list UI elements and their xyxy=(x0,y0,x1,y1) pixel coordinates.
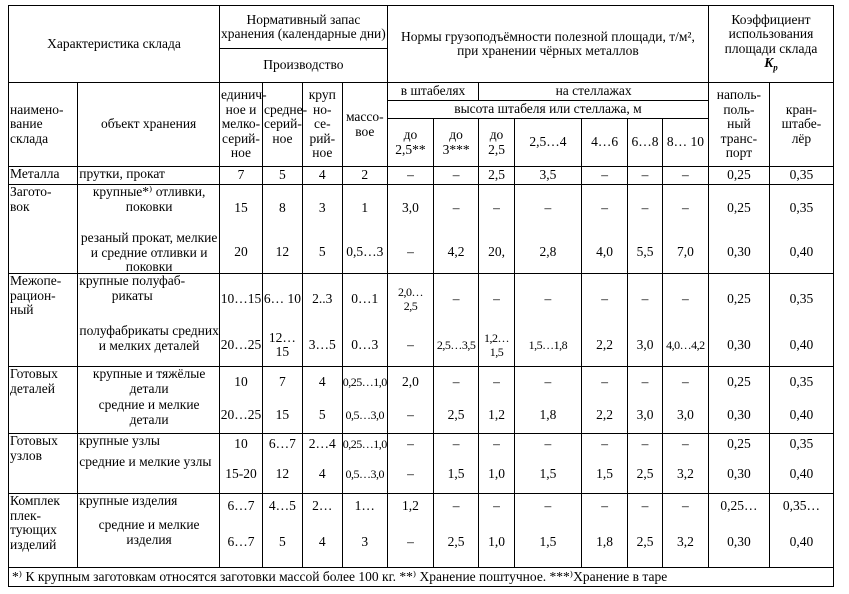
value: 3,0 xyxy=(402,199,419,215)
value: – xyxy=(407,336,414,352)
value: 3,0 xyxy=(676,407,694,423)
value-cell xyxy=(514,434,581,494)
value-cell xyxy=(219,274,262,367)
value-cell xyxy=(769,367,833,434)
value: 12 xyxy=(275,243,290,259)
value: 2,5 xyxy=(636,534,654,550)
value-cell xyxy=(387,494,433,568)
value-cell xyxy=(662,185,708,274)
value-cell xyxy=(479,367,515,434)
value-cell xyxy=(302,185,342,274)
value: – xyxy=(544,290,552,306)
value-cell xyxy=(262,274,302,367)
header-in-stacks: в штабелях xyxy=(387,83,478,101)
value: 2,5 xyxy=(447,407,465,423)
value-cell xyxy=(219,434,262,494)
header-stack-height: высота штабеля или стеллажа, м xyxy=(387,101,708,119)
value: – xyxy=(493,374,500,390)
value-cell xyxy=(628,494,663,568)
value: 2,5 xyxy=(636,465,654,481)
warehouse-name: Межопе- рацион- ный xyxy=(9,274,78,367)
header-crane-stacker: кран- штабе- лёр xyxy=(769,83,833,167)
storage-object: средние и мелкие детали xyxy=(98,397,200,427)
value-cell xyxy=(387,185,433,274)
value-cell xyxy=(769,167,833,185)
value-cell xyxy=(708,185,769,274)
value: 0,25 xyxy=(727,436,751,452)
value-cell xyxy=(342,434,387,494)
value: 2,0 xyxy=(402,374,419,390)
value: 10 xyxy=(234,436,248,452)
value: 15-20 xyxy=(225,465,257,481)
table-row xyxy=(9,367,834,434)
value-cell xyxy=(662,434,708,494)
value-cell xyxy=(479,274,515,367)
value: 3,2 xyxy=(676,534,694,550)
value: 0,40 xyxy=(789,407,814,423)
value: – xyxy=(407,243,414,259)
value: – xyxy=(601,497,608,513)
header-height-4: 2,5…4 xyxy=(514,119,581,167)
header-on-racks: на стеллажах xyxy=(479,83,709,101)
header-storage-object: объект хранения xyxy=(78,83,220,167)
value: 0,30 xyxy=(727,407,751,423)
table-row xyxy=(9,274,834,367)
value: 3,5 xyxy=(539,167,557,183)
value: 4 xyxy=(318,465,326,481)
value: – xyxy=(407,534,414,550)
value-cell xyxy=(514,494,581,568)
value-cell xyxy=(342,494,387,568)
value: 1… xyxy=(354,497,375,513)
value: – xyxy=(407,167,414,183)
value: – xyxy=(601,374,608,390)
value: 0,5…3,0 xyxy=(345,466,385,481)
header-height-6: 6…8 xyxy=(628,119,663,167)
value: 0,25…1,0 xyxy=(342,375,387,390)
header-height-5: 4…6 xyxy=(582,119,628,167)
value-cell xyxy=(662,274,708,367)
value: 1,8 xyxy=(596,534,614,550)
value: 5 xyxy=(318,407,326,423)
value: 1,8 xyxy=(539,407,557,423)
value: 2,2 xyxy=(596,407,614,423)
value: 0,35 xyxy=(789,199,814,215)
value-cell xyxy=(628,367,663,434)
value: 0,35 xyxy=(789,290,814,306)
value: 0,25 xyxy=(727,374,751,390)
value: 8 xyxy=(279,199,286,215)
value: 1,5 xyxy=(539,534,557,550)
header-height-1: до 2,5** xyxy=(387,119,433,167)
warehouse-name: Готовых деталей xyxy=(9,367,78,434)
value-cell xyxy=(582,185,628,274)
value: 15 xyxy=(275,407,290,423)
value: 5 xyxy=(279,534,286,550)
value: 0,35 xyxy=(789,374,814,390)
value-cell xyxy=(262,494,302,568)
value: 2,5…3,5 xyxy=(436,337,476,352)
value-cell xyxy=(302,494,342,568)
storage-object: крупные*⁾ отливки, поковки xyxy=(92,184,206,214)
value-cell xyxy=(342,167,387,185)
top-cut-text xyxy=(0,0,849,4)
storage-object-cell xyxy=(78,185,220,274)
value: 0,35 xyxy=(789,436,814,452)
value: – xyxy=(452,374,460,390)
value: 2 xyxy=(361,167,369,183)
value: 20, xyxy=(488,243,505,259)
value-cell xyxy=(582,274,628,367)
value: 1,5…1,8 xyxy=(528,337,568,352)
header-production: Производство xyxy=(219,49,387,83)
value: 3,0 xyxy=(636,407,654,423)
value: 2,0… 2,5 xyxy=(397,284,423,313)
value: 4,0 xyxy=(596,243,614,259)
header-floor-transport: наполь- поль- ный транс- порт xyxy=(708,83,769,167)
value-cell xyxy=(434,367,479,434)
value-cell xyxy=(708,494,769,568)
storage-object-cell xyxy=(78,494,220,568)
value: 1,0 xyxy=(488,534,505,550)
value: 1,2 xyxy=(402,497,419,513)
value-cell xyxy=(769,274,833,367)
value: 12…15 xyxy=(268,329,296,359)
value-cell xyxy=(662,494,708,568)
value: 0,30 xyxy=(727,465,751,481)
value-cell xyxy=(262,167,302,185)
value: 0…1 xyxy=(351,290,379,306)
value-cell xyxy=(387,434,433,494)
value: – xyxy=(641,290,649,306)
storage-object-cell xyxy=(78,434,220,494)
value: 0,30 xyxy=(727,336,751,352)
value: – xyxy=(407,407,414,423)
value-cell xyxy=(342,185,387,274)
value: – xyxy=(682,199,689,215)
value: 20…25 xyxy=(220,336,262,352)
value: 1,2…1,5 xyxy=(484,330,509,359)
value: – xyxy=(493,199,500,215)
value: 2… xyxy=(312,497,333,513)
value: – xyxy=(601,436,608,452)
header-warehouse-name: наимено- вание склада xyxy=(9,83,78,167)
value-cell xyxy=(434,434,479,494)
value: – xyxy=(407,465,414,481)
value: 4…5 xyxy=(268,497,296,513)
value: – xyxy=(493,436,500,452)
value-cell xyxy=(479,185,515,274)
value-cell xyxy=(582,434,628,494)
value: – xyxy=(682,374,689,390)
value-cell xyxy=(708,367,769,434)
table-wrapper xyxy=(8,5,834,587)
value-cell xyxy=(387,167,433,185)
value: 0,30 xyxy=(727,243,751,259)
storage-object: крупные полуфаб- рикаты xyxy=(79,273,186,303)
storage-object-cell xyxy=(78,274,220,367)
header-normative-stock: Нормативный запас хранения (календарные дни) xyxy=(219,6,387,49)
value-cell xyxy=(769,185,833,274)
value: 0,35… xyxy=(782,497,820,513)
value-cell xyxy=(514,167,581,185)
value: 3,0 xyxy=(636,336,654,352)
value: 0,30 xyxy=(727,534,751,550)
value: – xyxy=(493,497,500,513)
table-row xyxy=(9,185,834,274)
value: – xyxy=(601,199,608,215)
storage-object-cell xyxy=(78,167,220,185)
value: 3 xyxy=(318,199,326,215)
header-mass: массо- вое xyxy=(342,83,387,167)
value: – xyxy=(452,290,460,306)
value-cell xyxy=(662,167,708,185)
warehouse-norms-table xyxy=(8,5,834,587)
value-cell xyxy=(479,434,515,494)
value-cell xyxy=(628,167,663,185)
value: – xyxy=(407,436,414,452)
value: – xyxy=(641,374,649,390)
value: 1 xyxy=(361,199,369,215)
value: 1,0 xyxy=(488,465,505,481)
value-cell xyxy=(262,185,302,274)
warehouse-name: Металла xyxy=(9,167,78,185)
header-coefficient xyxy=(708,6,833,83)
value-cell xyxy=(219,185,262,274)
value-cell xyxy=(514,185,581,274)
value: 3 xyxy=(361,534,369,550)
value-cell xyxy=(302,274,342,367)
value: 3,2 xyxy=(676,465,694,481)
value: – xyxy=(641,167,649,183)
value: 5,5 xyxy=(636,243,654,259)
value: 0,25…1,0 xyxy=(342,437,387,452)
storage-object: средние и мелкие изделия xyxy=(98,517,200,547)
storage-object: средние и мелкие узлы xyxy=(79,454,212,469)
storage-object: полуфабрикаты средних и мелких деталей xyxy=(79,323,219,353)
value: 2,8 xyxy=(539,243,557,259)
header-height-7: 8… 10 xyxy=(662,119,708,167)
value: – xyxy=(682,290,689,306)
value: 4 xyxy=(318,534,326,550)
value-cell xyxy=(387,274,433,367)
header-large-series: круп но- се- рий- ное xyxy=(302,83,342,167)
value: 0,40 xyxy=(789,534,814,550)
value: 2,5 xyxy=(488,167,505,183)
value-cell xyxy=(302,434,342,494)
value-cell xyxy=(479,494,515,568)
value: – xyxy=(493,290,500,306)
value: 2..3 xyxy=(312,290,333,306)
value-cell xyxy=(582,494,628,568)
warehouse-name: Загото- вок xyxy=(9,185,78,274)
value: 0,40 xyxy=(789,336,814,352)
coefficient-label: Коэффициент использования площади склада xyxy=(724,11,818,56)
value: 0,35 xyxy=(789,167,814,183)
value-cell xyxy=(514,274,581,367)
value-cell xyxy=(262,367,302,434)
value: 10…15 xyxy=(220,290,262,306)
value: 6…7 xyxy=(268,436,296,452)
value: 0,25 xyxy=(727,290,751,306)
value: 3…5 xyxy=(308,336,336,352)
value: 7 xyxy=(279,374,286,390)
value-cell xyxy=(514,367,581,434)
value-cell xyxy=(219,167,262,185)
value: 0…3 xyxy=(351,336,379,352)
value-cell xyxy=(628,434,663,494)
value: 0,25… xyxy=(720,497,758,513)
value-cell xyxy=(434,494,479,568)
header-height-3: до 2,5 xyxy=(479,119,515,167)
value: – xyxy=(544,436,552,452)
value-cell xyxy=(479,167,515,185)
value-cell xyxy=(769,434,833,494)
header-height-2: до 3*** xyxy=(434,119,479,167)
value-cell xyxy=(434,167,479,185)
value: 0,5…3 xyxy=(346,243,384,259)
value: 4,0…4,2 xyxy=(666,337,705,352)
value: – xyxy=(601,290,608,306)
value: – xyxy=(682,497,689,513)
value-cell xyxy=(219,367,262,434)
value: 5 xyxy=(318,243,326,259)
value: 6…7 xyxy=(227,534,255,550)
value: – xyxy=(452,436,460,452)
value-cell xyxy=(582,367,628,434)
value-cell xyxy=(342,367,387,434)
value: 0,40 xyxy=(789,243,814,259)
value: – xyxy=(452,199,460,215)
value-cell xyxy=(708,167,769,185)
value: 12 xyxy=(275,465,290,481)
storage-object: резаный прокат, мелкие и средние отливки и поковки xyxy=(80,230,218,274)
coefficient-symbol: $K_р$ xyxy=(764,55,778,73)
value: 6…7 xyxy=(227,497,255,513)
value: – xyxy=(544,374,552,390)
value-cell xyxy=(434,185,479,274)
value: 2,5 xyxy=(447,534,465,550)
value-cell xyxy=(219,494,262,568)
value: 0,5…3,0 xyxy=(345,408,385,423)
value: 5 xyxy=(279,167,286,183)
value: – xyxy=(641,199,649,215)
value-cell xyxy=(628,274,663,367)
value: – xyxy=(544,199,552,215)
storage-object: крупные узлы xyxy=(79,433,160,448)
value: 4,2 xyxy=(447,243,465,259)
value: 15 xyxy=(234,199,248,215)
value: 4 xyxy=(318,167,326,183)
value: 7,0 xyxy=(676,243,694,259)
value: 6… 10 xyxy=(263,290,301,306)
footnote: *⁾ К крупным заготовкам относятся заготовки массой более 100 кг. **⁾ Хранение поштучное. ***⁾Хранение в таре xyxy=(9,568,834,587)
value-cell xyxy=(387,367,433,434)
value: 0,25 xyxy=(727,199,751,215)
storage-object-cell xyxy=(78,367,220,434)
table-body xyxy=(9,167,834,568)
value: – xyxy=(682,167,689,183)
value: – xyxy=(641,497,649,513)
value-cell xyxy=(262,434,302,494)
value: 1,2 xyxy=(488,407,505,423)
value-cell xyxy=(708,274,769,367)
value: 1,5 xyxy=(539,465,557,481)
value: – xyxy=(452,497,460,513)
value-cell xyxy=(302,367,342,434)
table-row xyxy=(9,434,834,494)
warehouse-name: Комплек плек- тующих изделий xyxy=(9,494,78,568)
storage-object: прутки, прокат xyxy=(79,166,165,181)
table-row xyxy=(9,494,834,568)
header-characteristic: Характеристика склада xyxy=(9,6,220,83)
value: – xyxy=(682,436,689,452)
value: – xyxy=(544,497,552,513)
value: 20 xyxy=(234,243,248,259)
value: 20…25 xyxy=(220,407,262,423)
value-cell xyxy=(582,167,628,185)
value: – xyxy=(601,167,608,183)
storage-object: крупные и тяжёлые детали xyxy=(92,366,206,396)
header-load-norms: Нормы грузоподъёмности полезной площади, т/м², при хранении чёрных металлов xyxy=(387,6,708,83)
value: 2,2 xyxy=(596,336,614,352)
value: 1,5 xyxy=(447,465,465,481)
storage-object: крупные изделия xyxy=(79,493,178,508)
value-cell xyxy=(342,274,387,367)
header-single-small: единич- ное и мелко- серий- ное xyxy=(219,83,262,167)
value-cell xyxy=(769,494,833,568)
value: 1,5 xyxy=(596,465,614,481)
table-row xyxy=(9,167,834,185)
value: 2…4 xyxy=(308,436,336,452)
value: – xyxy=(452,167,460,183)
value: 4 xyxy=(318,374,326,390)
value: 7 xyxy=(237,167,245,183)
value: – xyxy=(641,436,649,452)
header-medium-series: средне- серий- ное xyxy=(262,83,302,167)
warehouse-name: Готовых узлов xyxy=(9,434,78,494)
value-cell xyxy=(662,367,708,434)
value: 10 xyxy=(234,374,248,390)
value-cell xyxy=(434,274,479,367)
value: 0,25 xyxy=(727,167,751,183)
value: 0,40 xyxy=(789,465,814,481)
value-cell xyxy=(628,185,663,274)
value-cell xyxy=(708,434,769,494)
value-cell xyxy=(302,167,342,185)
